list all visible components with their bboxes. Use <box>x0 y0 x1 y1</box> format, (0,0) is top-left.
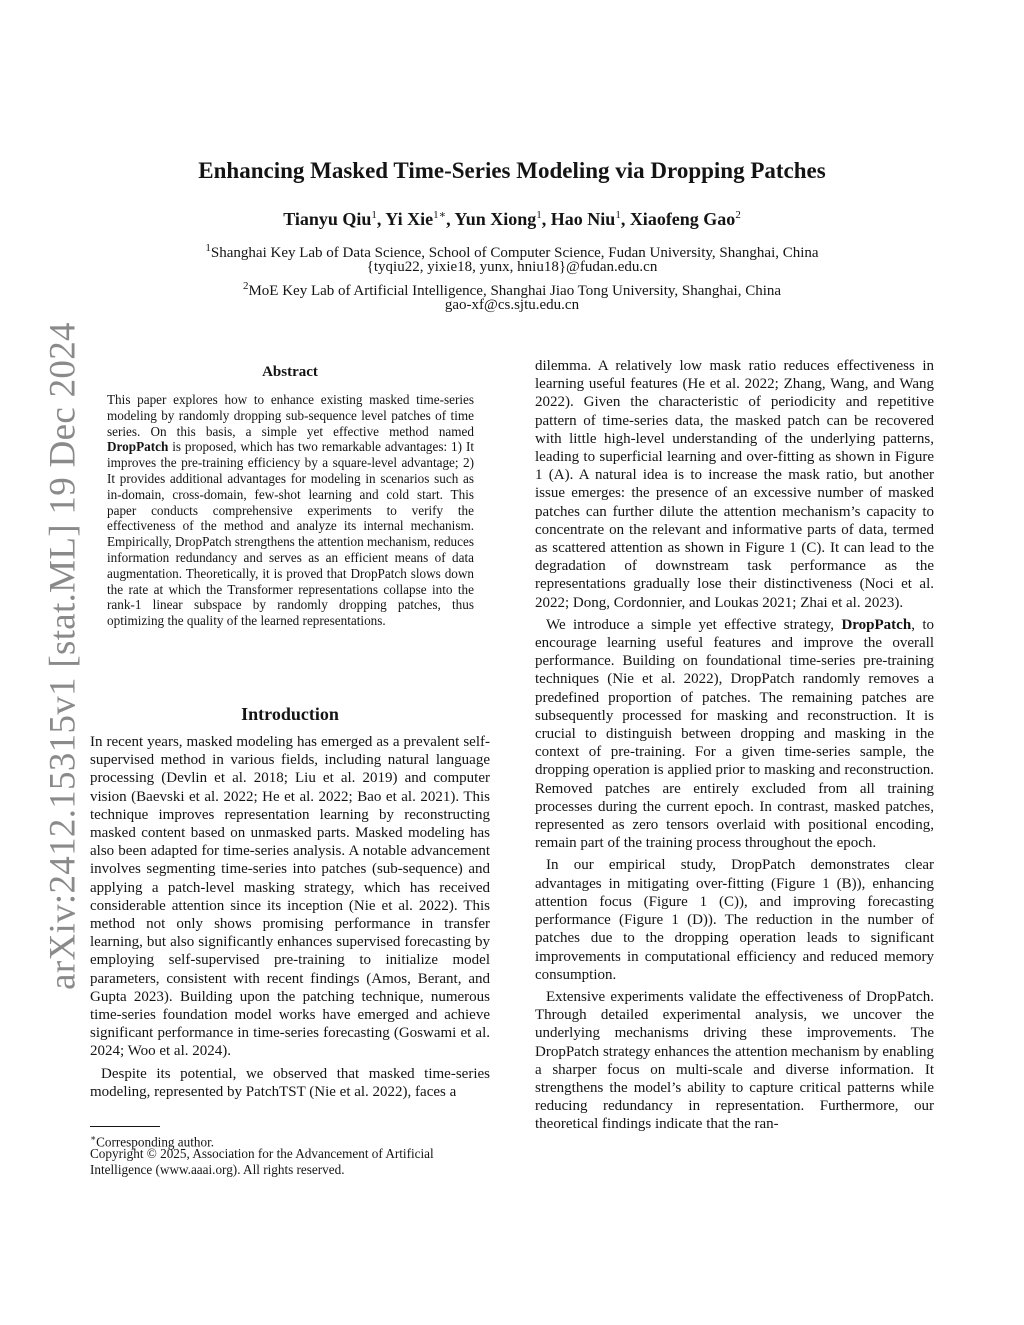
abstract-heading: Abstract <box>262 364 318 380</box>
copyright-notice: Copyright © 2025, Association for the Advancement of Artificial Intelligence (www.aaai.org). All rights reserved. <box>90 1146 434 1177</box>
intro-paragraph-4: In our empirical study, DropPatch demonstrates clear advantages in mitigating over-fitting (Figure 1 (B)), enhancing attention focus (Figure 1 (C)), and improving forecasting performance (Figure 1 (D)). The reduction in the number of patches due to the dropping operation leads to significant improvements in computational efficiency and reduced memory consumption. <box>535 857 934 983</box>
author-name: Tianyu Qiu <box>283 209 372 229</box>
intro-paragraph-2-continued: dilemma. A relatively low mask ratio reduces effectiveness in learning useful features (He et al. 2022; Zhang, Wang, and Wang 2022). Given the characteristic of periodicity and repetitive pattern of time-series data, the masked patch can be recovered with little high-level understanding of the underlying patterns, leading to superficial learning and over-fitting as shown in Figure 1 (A). A natural idea is to increase the mask ratio, but another issue emerges: the presence of an excessive number of masked patches can further dilute the attention mechanism’s capacity to concentrate on the relevant and informative parts of data, termed as scattered attention as shown in Figure 1 (C). It can lead to the degradation of downstream task performance as the representations gradually lose their distinctiveness (Noci et al. 2022; Dong, Cordonnier, and Loukas 2021; Zhai et al. 2023). <box>535 358 934 611</box>
author-affiliation-mark: 2 <box>735 209 741 221</box>
abstract-text-part: is proposed, which has two remarkable advantages: 1) It improves the pre-training efficiency by a square-level advantage; 2) It provides additional advantages for modeling in scenarios such as in-domain, cross-domain, few-shot learning and cold start. This paper conducts comprehensive experiments to verify the effectiveness of the method and analyze its internal mechanism. Empirically, DropPatch strengthens the attention mechanism, reduces information redundancy and serves as an efficient means of data augmentation. Theoretically, it is proved that DropPatch slows down the rate at which the Transformer representations collapse into the rank-1 linear subspace by randomly dropping patches, thus optimizing the quality of the learned representations. <box>107 439 474 629</box>
affiliation-mark: 1 <box>205 242 211 254</box>
author-separator: , <box>620 209 630 229</box>
affiliation-2-email: gao-xf@cs.sjtu.edu.cn <box>444 297 580 313</box>
author-affiliation-mark: 1 <box>536 209 542 221</box>
paper-title: Enhancing Masked Time-Series Modeling via Dropping Patches <box>198 158 826 183</box>
footnote-mark: ∗ <box>90 1133 97 1143</box>
author-separator: , <box>376 209 386 229</box>
intro-paragraph-3 <box>535 616 934 853</box>
affiliation-mark: 2 <box>242 280 249 292</box>
method-name: DropPatch <box>841 616 912 633</box>
footnote-divider <box>90 1126 160 1127</box>
author-name: Hao Niu <box>550 209 616 229</box>
footnote-text: Corresponding author. <box>96 1134 215 1150</box>
method-name: DropPatch <box>107 439 169 455</box>
author-affiliation-mark: 1∗ <box>433 209 447 221</box>
author-separator: , <box>541 209 551 229</box>
author-separator: , <box>446 209 455 229</box>
intro-paragraph-5: Extensive experiments validate the effectiveness of DropPatch. Through detailed experimental analysis, we uncover the underlying mechanisms driving these improvements. The DropPatch strategy enhances the attention mechanism by enabling a sharper focus on multi-scale and diverse information. It strengthens the model’s ability to capture critical patterns while reducing redundancy in representation. Furthermore, our theoretical findings indicate that the ran- <box>535 988 934 1133</box>
intro-paragraph-1: In recent years, masked modeling has emerged as a prevalent self-supervised method in various fields, including natural language processing (Devlin et al. 2018; Liu et al. 2019) and computer vision (Baevski et al. 2022; He et al. 2022; Bao et al. 2021). This technique improves representation learning by reconstructing masked content based on unmasked parts. Masked modeling has also been adapted for time-series analysis. A notable advancement involves segmenting time-series into patches (sub-sequence) and applying a patch-level masking strategy, which has received considerable attention since its inception (Nie et al. 2022). This method not only shows promising performance in transfer learning, but also significantly enhances supervised forecasting by employing self-supervised pre-training to initialize model parameters, consistent with recent findings (Amos, Berant, and Gupta 2023). Building upon the patching technique, numerous time-series foundation model works have emerged and achieve significant performance in time-series forecasting (Goswami et al. 2024; Woo et al. 2024). <box>90 734 490 1060</box>
paragraph-text-part: , to encourage learning useful features and improve the overall performance. Building on foundational time-series pre-training techniques (Nie et al. 2022), DropPatch randomly removes a predefined proportion of patches. The remaining patches are subsequently processed for masking and reconstruction. It is crucial to distinguish between dropping and masking in the context of pre-training. For a given time-series sample, the dropping operation is applied prior to masking and reconstruction. Removed patches are entirely excluded from all training processes during the current epoch. In contrast, masked patches, represented as zero tensors overlaid with positional encoding, remain part of the training process throughout the epoch. <box>535 616 934 852</box>
paragraph-text-part: We introduce a simple yet effective strategy, <box>546 616 842 633</box>
affiliation-1-emails: {tyqiu22, yixie18, yunx, hniu18}@fudan.edu.cn <box>366 259 658 275</box>
intro-paragraph-2: Despite its potential, we observed that masked time-series modeling, represented by PatchTST (Nie et al. 2022), faces a <box>90 1065 490 1100</box>
author-list <box>0 208 1024 230</box>
author-name: Yi Xie <box>385 209 434 229</box>
author-affiliation-mark: 1 <box>371 209 377 221</box>
author-name: Xiaofeng Gao <box>629 209 736 229</box>
left-column-body <box>90 733 490 1105</box>
abstract-text-part: This paper explores how to enhance existing masked time-series modeling by randomly dropping sub-sequence level patches of time series. On this basis, a simple yet effective method named <box>107 392 474 439</box>
section-heading-introduction: Introduction <box>241 704 339 724</box>
arxiv-identifier: arXiv:2412.15315v1 [stat.ML] 19 Dec 2024 <box>42 322 84 990</box>
affiliation-text: Shanghai Key Lab of Data Science, School of Computer Science, Fudan University, Shanghai, China <box>210 245 819 261</box>
affiliation-text: MoE Key Lab of Artificial Intelligence, Shanghai Jiao Tong University, Shanghai, China <box>248 283 782 299</box>
right-column-body <box>535 357 934 1138</box>
author-name: Yun Xiong <box>454 209 537 229</box>
abstract-text <box>107 392 474 629</box>
author-affiliation-mark: 1 <box>615 209 621 221</box>
